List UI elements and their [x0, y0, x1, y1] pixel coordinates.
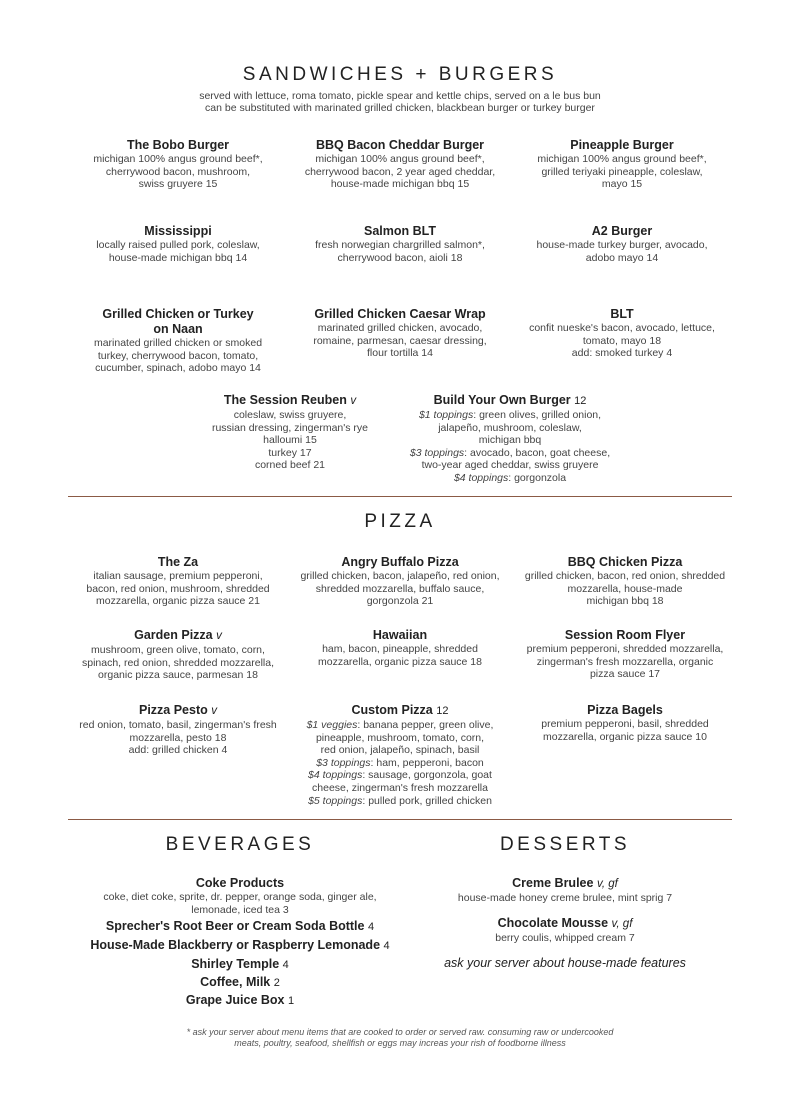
item-name: Build Your Own Burger 12 — [433, 393, 587, 407]
item-name: Mississippi — [144, 224, 212, 238]
item-name: Angry Buffalo Pizza — [341, 555, 459, 569]
menu-item-the-za — [68, 555, 288, 608]
menu-item-angry-buffalo-pizza — [285, 555, 515, 608]
menu-item-build-your-own-burger — [400, 393, 620, 485]
sandwiches-title: SANDWICHES + BURGERS — [242, 64, 558, 85]
item-name: A2 Burger — [591, 224, 653, 238]
item-desc: michigan 100% angus ground beef*, grilled teriyaki pineapple, coleslaw, mayo 15 — [537, 153, 707, 191]
menu-item-pizza-pesto — [68, 703, 288, 757]
section-divider — [68, 819, 732, 820]
menu-item-beverage: Grape Juice Box 1 — [185, 993, 295, 1007]
menu-item-a2-burger — [512, 224, 732, 264]
item-desc: grilled chicken, bacon, red onion, shredded mozzarella, house-made michigan bbq 18 — [524, 570, 726, 608]
menu-item-session-reuben — [180, 393, 400, 472]
item-desc: coke, diet coke, sprite, dr. pepper, orange soda, ginger ale, lemonade, iced tea 3 — [103, 891, 377, 916]
item-name: BBQ Bacon Cheddar Burger — [315, 138, 485, 152]
item-price: 12 — [574, 395, 587, 407]
item-desc: $1 toppings: green olives, grilled onion, jalapeño, mushroom, coleslaw, michigan bbq $3 toppings: avocado, bacon, goat cheese, two-year aged cheddar, swiss gruyere $4 toppings: gorgonzola — [409, 409, 611, 484]
item-name: The Za — [157, 555, 199, 569]
menu-item-mississippi — [78, 224, 278, 264]
item-price: 4 — [383, 940, 390, 952]
item-name: Pineapple Burger — [570, 138, 674, 152]
item-name: BLT — [610, 307, 634, 321]
item-desc: michigan 100% angus ground beef*, cherrywood bacon, mushroom, swiss gruyere 15 — [93, 153, 263, 191]
menu-item-beverage: Shirley Temple 4 — [191, 957, 289, 971]
item-desc: fresh norwegian chargrilled salmon*, cherrywood bacon, aioli 18 — [315, 239, 485, 264]
beverages-title: BEVERAGES — [165, 834, 315, 855]
item-name: Pizza Bagels — [587, 703, 663, 717]
item-desc: grilled chicken, bacon, jalapeño, red onion, shredded mozzarella, buffalo sauce, gorgonzola 21 — [300, 570, 500, 608]
item-desc: berry coulis, whipped cream 7 — [495, 932, 635, 944]
house-made-features-note: ask your server about house-made features — [444, 956, 686, 970]
vegetarian-tag: v — [211, 705, 217, 717]
item-desc: coleslaw, swiss gruyere, russian dressing, zingerman's rye halloumi 15 turkey 17 corned beef 21 — [211, 409, 369, 472]
menu-item-beverage: House-Made Blackberry or Raspberry Lemonade 4 — [90, 938, 390, 952]
menu-item-chocolate-mousse — [410, 916, 720, 945]
item-name: Grilled Chicken Caesar Wrap — [314, 307, 486, 321]
menu-item-salmon-blt — [290, 224, 510, 264]
item-name: Grilled Chicken or Turkey on Naan — [102, 307, 254, 336]
item-name: Coke Products — [195, 876, 285, 890]
item-desc: red onion, tomato, basil, zingerman's fresh mozzarella, pesto 18 add: grilled chicken 4 — [79, 719, 277, 757]
menu-item-coke-products — [60, 876, 420, 916]
footnote-line-1: * ask your server about menu items that are cooked to order or served raw. consuming raw or undercooked — [186, 1027, 614, 1037]
menu-item-custom-pizza — [285, 703, 515, 807]
item-desc: ham, bacon, pineapple, shredded mozzarella, organic pizza sauce 18 — [317, 643, 482, 668]
menu-item-grilled-chicken-turkey-naan — [68, 307, 288, 375]
item-desc: $1 veggies: banana pepper, green olive, pineapple, mushroom, tomato, corn, red onion, jalapeño, spinach, basil $3 toppings: ham, pepperoni, bacon $4 toppings: sausage, gorgonzola, goat cheese, zingerman's fresh mozzarella $5 toppings: pulled pork, grilled chicken — [306, 719, 494, 807]
menu-item-bbq-bacon-cheddar-burger — [290, 138, 510, 191]
sandwiches-subtitle-1: served with lettuce, roma tomato, pickle spear and kettle chips, served on a le bus bun — [199, 90, 601, 102]
item-desc: premium pepperoni, basil, shredded mozzarella, organic pizza sauce 10 — [541, 718, 709, 743]
menu-item-grilled-chicken-caesar-wrap — [290, 307, 510, 360]
footnote-line-2: meats, poultry, seafood, shellfish or eggs may increas your rish of foodborne illness — [234, 1038, 566, 1048]
item-name: Hawaiian — [372, 628, 428, 642]
item-desc: italian sausage, premium pepperoni, bacon, red onion, mushroom, shredded mozzarella, organic pizza sauce 21 — [86, 570, 270, 608]
item-name: Salmon BLT — [364, 224, 436, 238]
desserts-title: DESSERTS — [499, 834, 631, 855]
menu-item-pineapple-burger — [512, 138, 732, 191]
item-desc: locally raised pulled pork, coleslaw, house-made michigan bbq 14 — [96, 239, 260, 264]
sandwiches-subtitle-2: can be substituted with marinated grilled chicken, blackbean burger or turkey burger — [205, 102, 595, 114]
item-name: Session Room Flyer — [564, 628, 686, 642]
menu-item-bbq-chicken-pizza — [510, 555, 740, 608]
item-desc: confit nueske's bacon, avocado, lettuce, tomato, mayo 18 add: smoked turkey 4 — [529, 322, 715, 360]
menu-item-session-room-flyer — [510, 628, 740, 681]
item-name: BBQ Chicken Pizza — [567, 555, 683, 569]
item-desc: marinated grilled chicken, avocado, romaine, parmesan, caesar dressing, flour tortilla 14 — [313, 322, 487, 360]
item-price: 12 — [436, 705, 449, 717]
item-desc: house-made turkey burger, avocado, adobo mayo 14 — [536, 239, 708, 264]
item-name: The Bobo Burger — [126, 138, 230, 152]
menu-item-hawaiian — [285, 628, 515, 668]
menu-item-blt — [512, 307, 732, 360]
item-desc: mushroom, green olive, tomato, corn, spinach, red onion, shredded mozzarella, organic pizza sauce, parmesan 18 — [81, 644, 275, 682]
item-price: 2 — [273, 977, 280, 989]
item-name: Garden Pizza v — [134, 628, 222, 642]
item-name: Creme Brulee v, gf — [512, 876, 618, 890]
menu-item-beverage: Sprecher's Root Beer or Cream Soda Bottle 4 — [105, 919, 375, 933]
item-name: Custom Pizza 12 — [351, 703, 449, 717]
item-price: 1 — [288, 995, 295, 1007]
pizza-title: PIZZA — [364, 511, 436, 532]
vegetarian-tag: v — [350, 395, 357, 407]
section-divider — [68, 496, 732, 497]
item-desc: premium pepperoni, shredded mozzarella, zingerman's fresh mozzarella, organic pizza sauce 17 — [526, 643, 724, 681]
menu-item-pizza-bagels — [510, 703, 740, 743]
item-name: The Session Reuben v — [223, 393, 357, 407]
vegetarian-tag: v — [216, 630, 222, 642]
item-name: Chocolate Mousse v, gf — [497, 916, 633, 930]
item-price: 4 — [367, 921, 375, 933]
dietary-tag: v, gf — [611, 918, 633, 930]
item-desc: michigan 100% angus ground beef*, cherrywood bacon, 2 year aged cheddar, house-made michigan bbq 15 — [304, 153, 496, 191]
menu-item-creme-brulee — [410, 876, 720, 905]
menu-item-bobo-burger — [78, 138, 278, 191]
dietary-tag: v, gf — [596, 878, 618, 890]
item-name: Pizza Pesto v — [138, 703, 217, 717]
item-desc: marinated grilled chicken or smoked turkey, cherrywood bacon, tomato, cucumber, spinach, adobo mayo 14 — [93, 337, 263, 375]
menu-item-beverage: Coffee, Milk 2 — [200, 975, 280, 989]
item-price: 4 — [282, 959, 289, 971]
menu-item-garden-pizza — [68, 628, 288, 682]
item-desc: house-made honey creme brulee, mint sprig 7 — [457, 892, 673, 904]
